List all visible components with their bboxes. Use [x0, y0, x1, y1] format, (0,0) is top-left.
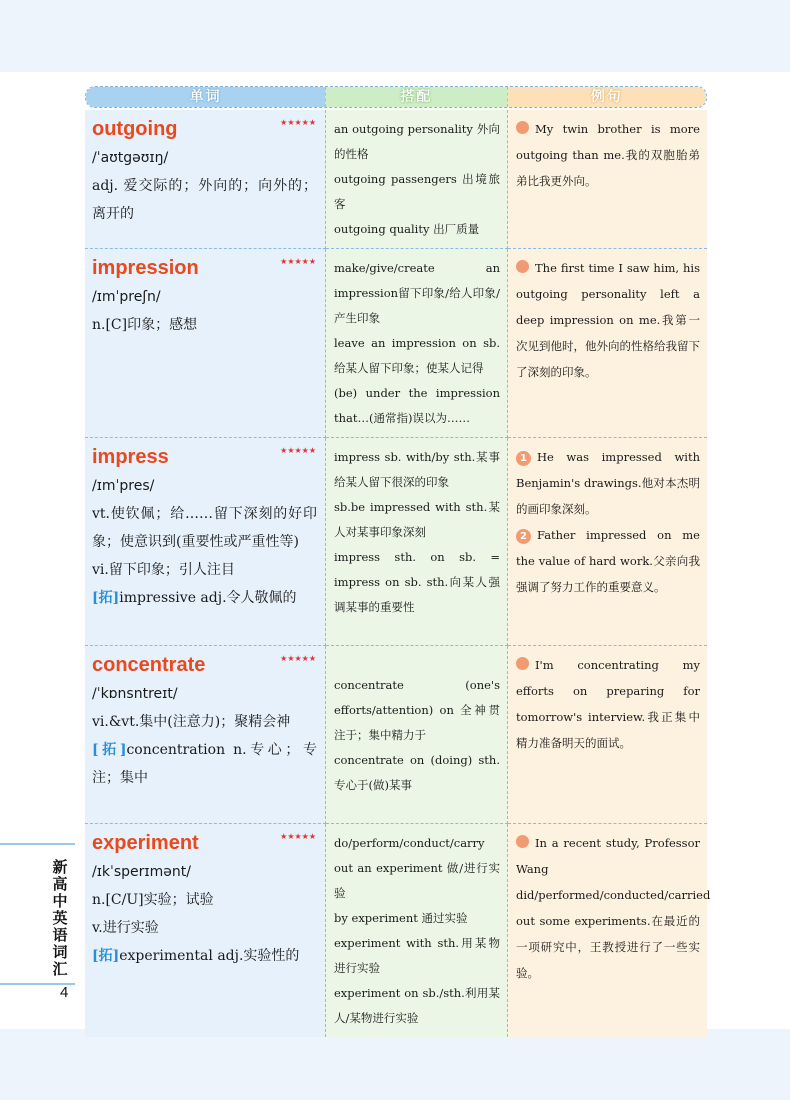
header-word: 单词 [86, 87, 325, 107]
star-rating-icon: ★★★★★ [280, 446, 316, 455]
table-row [85, 438, 707, 646]
definition: n.[C]印象；感想 [92, 317, 198, 333]
collocation: leave an impression on sb.给某人留下印象；使某人记得 [334, 336, 500, 375]
bullet-icon [516, 260, 529, 273]
number-one-icon: 1 [516, 451, 531, 466]
example-cell [508, 249, 708, 438]
page-number: 4 [60, 984, 69, 1001]
number-two-icon: 2 [516, 529, 531, 544]
example-sentence: He was impressed with Benjamin's drawings.他对本杰明的画印象深刻。 [516, 450, 700, 516]
extension-tag: [拓] [92, 590, 120, 606]
vocabulary-table [85, 110, 711, 1037]
bullet-icon [516, 835, 529, 848]
word-cell [85, 249, 326, 438]
collocation: (be) under the impression that…(通常指)误以为…… [334, 386, 500, 425]
extension-text: impressive adj.令人敬佩的 [119, 590, 297, 606]
collocation: impress sb. with/by sth.某事给某人留下很深的印象 [334, 450, 500, 489]
phonetic: /ɪkˈsperɪmənt/ [92, 864, 191, 880]
collocation-cell [326, 438, 508, 646]
word-cell [85, 824, 326, 1038]
extension [92, 736, 317, 792]
example-sentence: Father impressed on me the value of hard work.父亲向我强调了努力工作的重要意义。 [516, 528, 700, 594]
definition: n.[C/U]实验；试验 [92, 892, 214, 908]
collocation: experiment on sb./sth.利用某人/某物进行实验 [334, 986, 500, 1025]
collocation: concentrate on (doing) sth.专心于(做)某事 [334, 752, 500, 792]
definition: v.进行实验 [92, 920, 159, 936]
table-row [85, 646, 707, 824]
star-rating-icon: ★★★★★ [280, 118, 316, 127]
phonetic: /ɪmˈpreʃn/ [92, 289, 161, 305]
definition: adj. 爱交际的；外向的；向外的；离开的 [92, 178, 317, 222]
headword: outgoing [92, 118, 178, 140]
headword: concentrate [92, 654, 206, 676]
header-collocation: 搭配 [325, 87, 506, 107]
headword: impress [92, 446, 169, 468]
collocation: do/perform/conduct/carry out an experiment 做/进行实验 [334, 836, 500, 900]
collocation: impress sth. on sb. = impress on sb. sth.向某人强调某事的重要性 [334, 550, 500, 614]
example-sentence: My twin brother is more outgoing than me.我的双胞胎弟弟比我更外向。 [516, 122, 700, 188]
word-cell [85, 110, 326, 249]
collocation: concentrate (one's efforts/attention) on 全神贯注于；集中精力于 [334, 677, 500, 742]
star-rating-icon: ★★★★★ [280, 832, 316, 841]
phonetic: /ˈaʊtgəʊɪŋ/ [92, 150, 169, 166]
header-example: 例句 [507, 87, 706, 107]
collocation: outgoing quality 出厂质量 [334, 222, 480, 236]
collocation: by experiment 通过实验 [334, 911, 468, 925]
extension-text: experimental adj.实验性的 [119, 948, 300, 964]
collocation-cell [326, 249, 508, 438]
top-margin-band [0, 0, 790, 72]
collocation: sb.be impressed with sth.某人对某事印象深刻 [334, 500, 500, 539]
example-cell [508, 646, 708, 824]
definition: vi.留下印象；引人注目 [92, 562, 235, 578]
example-cell [508, 824, 711, 1038]
definition: vt.使钦佩；给……留下深刻的好印象；使意识到(重要性或严重性等) [92, 506, 317, 550]
example-sentence: In a recent study, Professor Wang did/performed/conducted/carried out some experiments.在最近的一项研究中，王教授进行了一些实验。 [516, 836, 711, 980]
collocation: outgoing passengers 出境旅客 [334, 172, 500, 211]
table-row [85, 110, 707, 249]
extension [92, 942, 317, 970]
extension-tag: [拓] [92, 948, 120, 964]
collocation-cell [326, 110, 508, 249]
example-cell [508, 438, 708, 646]
collocation: an outgoing personality 外向的性格 [334, 122, 500, 161]
table-header [85, 86, 707, 108]
example-sentence: The first time I saw him, his outgoing personality left a deep impression on me.我第一次见到他时，他外向的性格给我留下了深刻的印象。 [516, 261, 700, 379]
table-row [85, 249, 707, 438]
bottom-margin-band [0, 1029, 790, 1100]
side-tab [0, 843, 75, 985]
headword: impression [92, 257, 199, 279]
example-cell [508, 110, 708, 249]
word-cell [85, 438, 326, 646]
side-label: 新高中英语词汇 [52, 858, 68, 978]
collocation: experiment with sth.用某物进行实验 [334, 936, 500, 975]
table-row [85, 824, 707, 1038]
extension-tag: [拓] [92, 742, 127, 758]
extension [92, 584, 317, 612]
example-sentence: I'm concentrating my efforts on preparing for tomorrow's interview.我正集中精力准备明天的面试。 [516, 658, 700, 750]
phonetic: /ɪmˈpres/ [92, 478, 155, 494]
definition: vi.&vt.集中(注意力)；聚精会神 [92, 714, 291, 730]
collocation: make/give/create an impression留下印象/给人印象/产生印象 [334, 261, 500, 325]
star-rating-icon: ★★★★★ [280, 257, 316, 266]
headword: experiment [92, 832, 199, 854]
extension-text: concentration n.专心；专注；集中 [92, 742, 318, 786]
phonetic: /ˈkɒnsntreɪt/ [92, 686, 178, 702]
word-cell [85, 646, 326, 824]
collocation-cell [326, 646, 508, 824]
collocation-cell [326, 824, 508, 1038]
bullet-icon [516, 657, 529, 670]
star-rating-icon: ★★★★★ [280, 654, 316, 663]
bullet-icon [516, 121, 529, 134]
